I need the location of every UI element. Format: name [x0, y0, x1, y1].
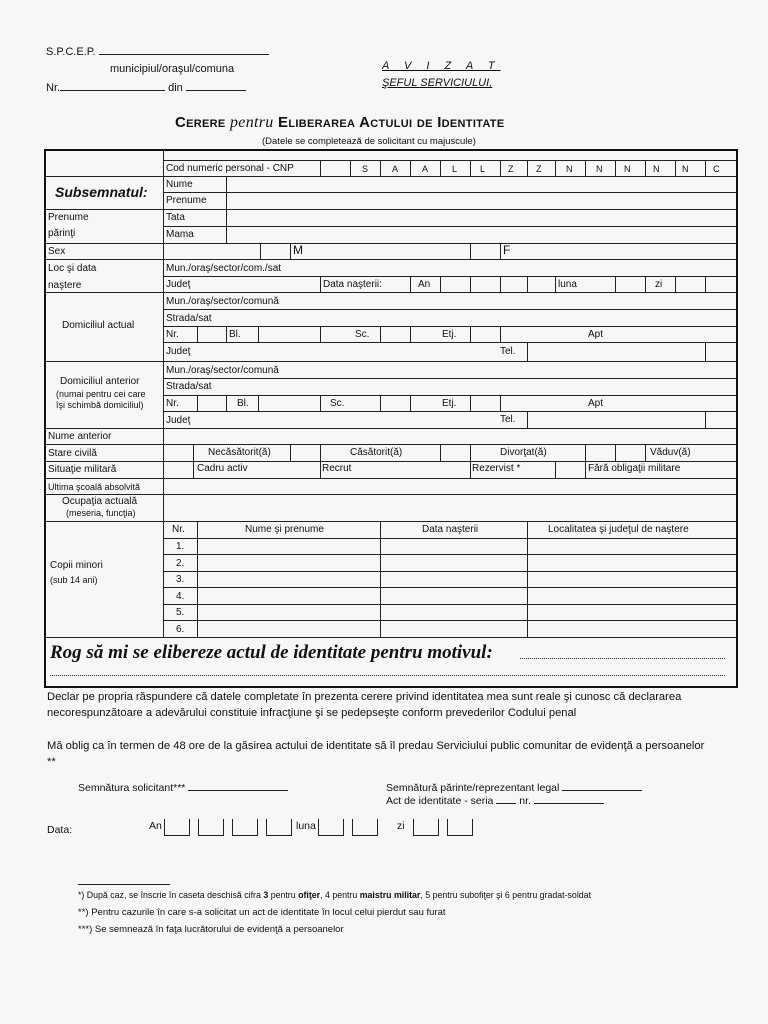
- semnatura-parinte: Semnătură părinte/reprezentant legal: [386, 780, 642, 794]
- recrut-label: Recrut: [322, 463, 352, 474]
- domiciliul-anterior-label: Domiciliul anterior: [60, 376, 140, 387]
- meseria-functia-label: (meseria, funcţia): [66, 508, 136, 518]
- copii-header: Data naşterii: [422, 524, 479, 535]
- ultima-scoala-label: Ultima şcoală absolvită: [48, 482, 141, 492]
- prenume-parinti-label: Prenume: [48, 212, 89, 223]
- avizat-label: A V I Z A T: [382, 60, 501, 72]
- dom-anterior-nr-label: Nr.: [166, 398, 179, 409]
- casatorit-label: Căsătorit(ă): [350, 447, 403, 458]
- nume-label: Nume: [166, 179, 193, 190]
- sex-f-label: F: [503, 243, 511, 257]
- divortat-label: Divorţat(ă): [500, 447, 547, 458]
- din-field[interactable]: [186, 80, 246, 91]
- loc-data-label: Loc şi data: [48, 263, 97, 274]
- mun-sat-label: Mun./oraş/sector/com./sat: [166, 263, 282, 274]
- vaduv-label: Văduv(ă): [650, 447, 691, 458]
- motiv-label: Rog să mi se elibereze actul de identitate pentru motivul:: [50, 642, 493, 663]
- zi-label: zi: [655, 279, 663, 290]
- copii-header: Localitatea şi judeţul de naştere: [548, 524, 689, 535]
- footnote-2: **) Pentru cazurile în care s-a solicitat un act de identitate în locul celui pierdut sau furat: [78, 907, 446, 918]
- sex-m-label: M: [293, 243, 303, 257]
- motiv-field-2[interactable]: [50, 675, 725, 676]
- nr-din-label: Nr. din: [46, 80, 246, 94]
- semnatura-parinte-field[interactable]: [562, 780, 642, 791]
- nastere-label: naştere: [48, 280, 82, 291]
- data-luna-boxes[interactable]: luna: [296, 819, 386, 836]
- dom-actual-strada-label: Strada/sat: [166, 313, 212, 324]
- dom-actual-nr-label: Nr.: [166, 329, 179, 340]
- cnp-letter: S: [362, 164, 369, 174]
- mama-label: Mama: [166, 229, 194, 240]
- cnp-label: Cod numeric personal - CNP: [166, 163, 294, 174]
- semnatura-solicitant-field[interactable]: [188, 780, 288, 791]
- cadru-activ-label: Cadru activ: [197, 463, 248, 474]
- dom-anterior-judet-label: Judeţ: [166, 415, 191, 426]
- dom-actual-bl-label: Bl.: [229, 329, 241, 340]
- data-zi-boxes[interactable]: zi: [397, 819, 481, 836]
- copii-row-number: 3.: [176, 574, 185, 586]
- necasatorit-label: Necăsătorit(ă): [208, 447, 271, 458]
- dom-anterior-bl-label: Bl.: [237, 398, 249, 409]
- copii-row-number: 2.: [176, 557, 185, 569]
- act-identitate: Act de identitate - seria nr.: [386, 793, 604, 807]
- cnp-letter: N: [653, 164, 660, 174]
- copii-row-number: 5.: [176, 607, 185, 619]
- nume-anterior-label: Nume anterior: [48, 431, 112, 442]
- data-nasterii-label: Data naşterii:: [323, 279, 382, 290]
- data-label: Data:: [47, 824, 73, 836]
- footnote-3: ***) Se semnează în faţa lucrătorului de evidenţă a persoanelor: [78, 924, 344, 935]
- cnp-letter: N: [596, 164, 603, 174]
- ocupatia-label: Ocupaţia actuală: [62, 496, 138, 507]
- dom-anterior-et-label: Etj.: [442, 398, 457, 409]
- cnp-letter: L: [452, 164, 458, 174]
- motiv-field[interactable]: [520, 658, 725, 659]
- dom-actual-et-label: Etj.: [442, 329, 457, 340]
- dom-anterior-tel-label: Tel.: [500, 414, 516, 425]
- copii-minori-label: Copii minori: [50, 560, 103, 571]
- act-nr-field[interactable]: [534, 793, 604, 804]
- judet-nastere-label: Judeţ: [166, 279, 191, 290]
- dom-anterior-apt-label: Apt: [588, 398, 604, 409]
- spcep-label: S.P.C.E.P.: [46, 44, 269, 58]
- dom-anterior-strada-label: Strada/sat: [166, 381, 212, 392]
- cnp-letter: N: [682, 164, 689, 174]
- cnp-letter: N: [624, 164, 631, 174]
- copii-row-number: 1.: [176, 541, 185, 552]
- dom-actual-apt-label: Apt: [588, 329, 604, 340]
- data-an-boxes[interactable]: An: [149, 819, 300, 836]
- copii-row-number: 4.: [176, 590, 185, 602]
- page-title: Cerere pentru Eliberarea Actului de Identitate: [175, 114, 505, 131]
- cnp-letter: N: [566, 164, 573, 174]
- act-seria-field[interactable]: [496, 793, 516, 804]
- cnp-letter: Z: [508, 164, 514, 174]
- copii-header: Nr.: [172, 524, 185, 535]
- dom-actual-sc-label: Sc.: [355, 329, 370, 340]
- cnp-letter: C: [713, 164, 720, 174]
- copii-header: Nume şi prenume: [245, 524, 324, 535]
- declaratie-text: Declar pe propria răspundere că datele completate în prezenta cerere privind identitatea mea sunt reale şi cunosc că declararea necorespunzătoare a adevărului constituie infracţiune şi se pedepseşte conform prevederilor Codului penal: [47, 691, 682, 719]
- copii-row-number: 6.: [176, 624, 185, 635]
- form-frame: [44, 149, 738, 688]
- tata-label: Tata: [166, 212, 185, 223]
- fara-obligatii-label: Fără obligaţii militare: [588, 463, 681, 474]
- domiciliul-actual-label: Domiciliul actual: [62, 320, 135, 331]
- cnp-letter: A: [422, 164, 429, 174]
- nr-field[interactable]: [60, 80, 165, 91]
- footnote-divider: [78, 884, 170, 885]
- cnp-letter: L: [480, 164, 486, 174]
- dom-anterior-sc-label: Sc.: [330, 398, 345, 409]
- an-label: An: [418, 279, 431, 290]
- stare-civila-label: Stare civilă: [48, 448, 97, 459]
- sex-label: Sex: [48, 246, 66, 257]
- dom-anterior-mun-label: Mun./oraş/sector/comună: [166, 365, 279, 376]
- dom-actual-judet-label: Judeţ: [166, 346, 191, 357]
- spcep-field[interactable]: [99, 44, 269, 55]
- subsemnatul-label: Subsemnatul:: [55, 184, 148, 200]
- sub-14-ani-label: (sub 14 ani): [50, 575, 98, 585]
- dom-anterior-note-2: îşi schimbă domiciliul): [56, 400, 144, 410]
- obligatie-text: Mă oblig ca în termen de 48 ore de la găsirea actului de identitate să îl predau Serviciului public comunitar de evidenţă a persoanelor **: [47, 740, 705, 768]
- semnatura-solicitant: Semnătura solicitant***: [78, 780, 288, 794]
- municipiu-label: municipiul/oraşul/comuna: [110, 63, 235, 75]
- dom-actual-tel-label: Tel.: [500, 346, 516, 357]
- page-subtitle: (Datele se completează de solicitant cu majuscule): [262, 136, 476, 147]
- dom-anterior-note-1: (numai pentru cei care: [56, 389, 146, 399]
- rezervist-label: Rezervist *: [472, 463, 521, 474]
- luna-label: luna: [558, 279, 577, 290]
- situatie-militara-label: Situaţie militară: [48, 464, 117, 475]
- cnp-letter: Z: [536, 164, 542, 174]
- sef-serviciu-label: ŞEFUL SERVICIULUI,: [382, 77, 493, 89]
- cnp-letter: A: [392, 164, 399, 174]
- footnote-1: *) După caz, se înscrie în caseta deschisă cifra 3 pentru ofiţer, 4 pentru maistru militar, 5 pentru subofiţer şi 6 pentru gradat-soldat: [78, 890, 592, 900]
- parinti-label: părinţi: [48, 228, 76, 239]
- prenume-label: Prenume: [166, 195, 207, 206]
- dom-actual-mun-label: Mun./oraş/sector/comună: [166, 296, 279, 307]
